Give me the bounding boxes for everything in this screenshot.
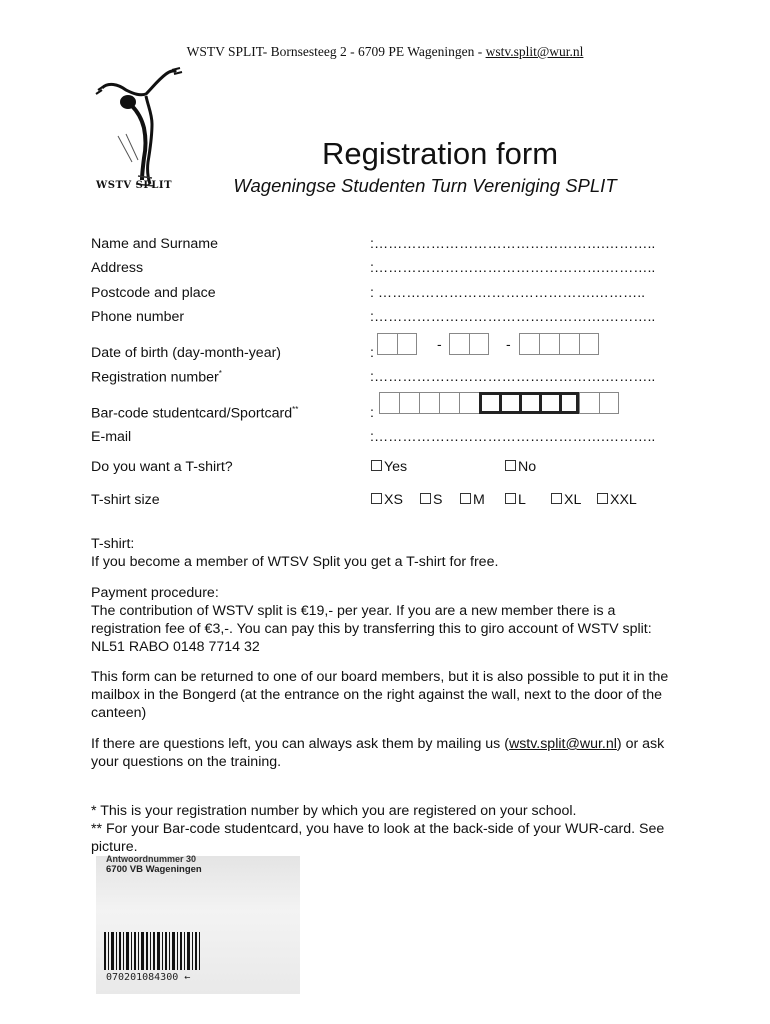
tshirt-question-label: Do you want a T-shirt? <box>91 459 233 475</box>
name-label: Name and Surname <box>91 236 218 252</box>
digit-box[interactable] <box>479 392 499 414</box>
barcode-image-line1: Antwoordnummer 30 <box>106 854 197 864</box>
digit-box[interactable] <box>397 333 417 355</box>
digit-box[interactable] <box>519 392 539 414</box>
digit-box[interactable] <box>599 392 619 414</box>
checkbox-icon[interactable] <box>371 460 382 471</box>
name-field[interactable]: :………………………………………….……….. <box>370 236 656 252</box>
size-option-xs[interactable]: XS <box>371 492 403 508</box>
payment-info <box>91 584 681 656</box>
email-field[interactable]: :………………………………………….……….. <box>370 429 656 445</box>
letterhead-email-link[interactable]: wstv.split@wur.nl <box>485 44 584 59</box>
checkbox-icon[interactable] <box>420 493 431 504</box>
dob-colon: : <box>370 345 374 361</box>
questions-email-link[interactable]: wstv.split@wur.nl <box>508 736 617 752</box>
letterhead-address: WSTV SPLIT- Bornsesteeg 2 - 6709 PE Wageningen - <box>186 44 486 59</box>
tshirt-info <box>91 535 681 571</box>
digit-box[interactable] <box>439 392 459 414</box>
digit-box[interactable] <box>559 333 579 355</box>
payment-text: The contribution of WSTV split is €19,- per year. If you are a new member there is a registration fee of €3,-. You can pay this by transferring this to giro account of WSTV split: NL51 RABO 0148 7714 32 <box>91 603 652 655</box>
postcode-label: Postcode and place <box>91 285 216 301</box>
size-option-xxl[interactable]: XXL <box>597 492 637 508</box>
regnum-label: Registration number* <box>91 369 222 386</box>
dob-dash: - <box>437 336 442 352</box>
address-field[interactable]: :………………………………………….……….. <box>370 260 656 276</box>
tshirt-no-option[interactable]: No <box>505 459 536 475</box>
page-title: Registration form <box>321 136 559 171</box>
logo-text: WSTV SPLIT <box>96 180 173 191</box>
letterhead <box>0 44 770 60</box>
barcode-example-image <box>96 856 300 994</box>
digit-box[interactable] <box>579 333 599 355</box>
dob-month-boxes[interactable] <box>449 333 489 355</box>
size-option-l[interactable]: L <box>505 492 526 508</box>
footnote-2: ** For your Bar-code studentcard, you have to look at the back-side of your WUR-card. See picture. <box>91 821 665 855</box>
regnum-field[interactable]: :………………………………………….……….. <box>370 369 656 385</box>
dob-year-boxes[interactable] <box>519 333 599 355</box>
size-option-xl[interactable]: XL <box>551 492 581 508</box>
page-subtitle: Wageningse Studenten Turn Vereniging SPLIT <box>233 175 617 196</box>
checkbox-icon[interactable] <box>460 493 471 504</box>
barcode-image-line2: 6700 VB Wageningen <box>106 864 202 875</box>
checkbox-icon[interactable] <box>505 460 516 471</box>
footnote-1: * This is your registration number by which you are registered on your school. <box>91 803 577 819</box>
email-label: E-mail <box>91 429 132 445</box>
phone-label: Phone number <box>91 309 185 325</box>
questions-info: If there are questions left, you can always ask them by mailing us (wstv.split@wur.nl) or ask your questions on the training. <box>91 736 665 770</box>
barcode-label: Bar-code studentcard/Sportcard** <box>91 405 299 422</box>
tshirt-info-title: T-shirt: <box>91 536 135 552</box>
checkbox-icon[interactable] <box>597 493 608 504</box>
digit-box[interactable] <box>419 392 439 414</box>
digit-box[interactable] <box>539 392 559 414</box>
digit-box[interactable] <box>579 392 599 414</box>
digit-box[interactable] <box>559 392 579 414</box>
checkbox-icon[interactable] <box>551 493 562 504</box>
return-info: This form can be returned to one of our board members, but it is also possible to put it in the mailbox in the Bongerd (at the entrance on the right against the wall, next to the door of the canteen) <box>91 669 669 721</box>
tshirt-info-text: If you become a member of WTSV Split you get a T-shirt for free. <box>91 554 499 570</box>
dob-label: Date of birth (day-month-year) <box>91 345 282 361</box>
digit-box[interactable] <box>469 333 489 355</box>
digit-box[interactable] <box>379 392 399 414</box>
dob-day-boxes[interactable] <box>377 333 417 355</box>
tshirt-size-label: T-shirt size <box>91 492 160 508</box>
postcode-field[interactable]: : ……………………………………….……….. <box>370 285 646 301</box>
digit-box[interactable] <box>449 333 469 355</box>
barcode-colon: : <box>370 405 374 421</box>
barcode-boxes[interactable] <box>379 392 619 414</box>
barcode-number: 070201084300 ← <box>106 972 191 983</box>
footnotes <box>91 802 681 856</box>
digit-box[interactable] <box>519 333 539 355</box>
checkbox-icon[interactable] <box>505 493 516 504</box>
arrow-left-icon: ← <box>184 972 191 983</box>
barcode-icon <box>102 932 282 970</box>
address-label: Address <box>91 260 144 276</box>
phone-field[interactable]: :………………………………………….……….. <box>370 309 656 325</box>
size-option-m[interactable]: M <box>460 492 485 508</box>
digit-box[interactable] <box>459 392 479 414</box>
tshirt-yes-option[interactable]: Yes <box>371 459 407 475</box>
size-option-s[interactable]: S <box>420 492 442 508</box>
checkbox-icon[interactable] <box>371 493 382 504</box>
dob-dash: - <box>506 336 511 352</box>
digit-box[interactable] <box>377 333 397 355</box>
digit-box[interactable] <box>499 392 519 414</box>
digit-box[interactable] <box>539 333 559 355</box>
digit-box[interactable] <box>399 392 419 414</box>
payment-title: Payment procedure: <box>91 585 219 601</box>
